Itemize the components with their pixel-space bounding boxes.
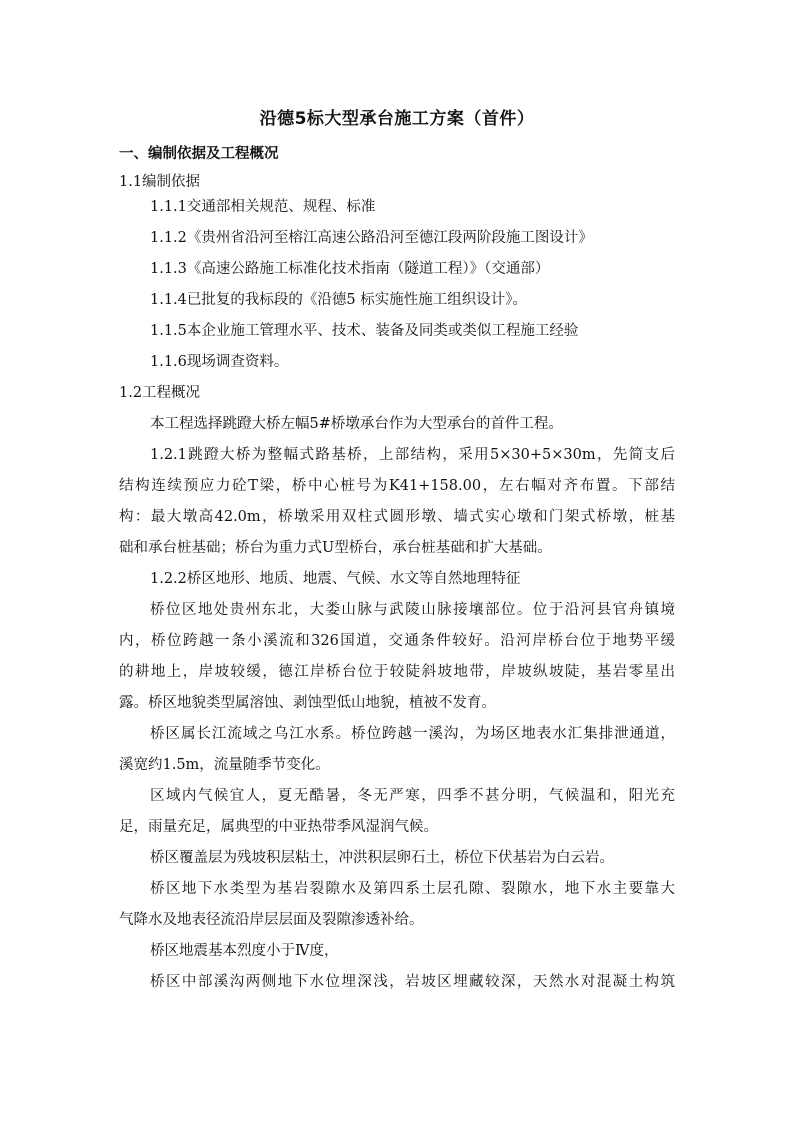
paragraph-line: 桥区地下水类型为基岩裂隙水及第四系土层孔隙、裂隙水，地下水主要靠大 [150, 881, 675, 897]
basis-item: 1.1.6现场调查资料。 [150, 354, 289, 370]
section-heading-1: 一、编制依据及工程概况 [119, 146, 279, 162]
paragraph-line: 结构连续预应力砼T梁，桥中心桩号为K41+158.00，左右幅对齐布置。下部结 [119, 478, 675, 494]
paragraph-line: 桥区中部溪沟两侧地下水位埋深浅，岩坡区埋藏较深，天然水对混凝土构筑 [150, 974, 675, 990]
paragraph-line: 溪宽约1.5m，流量随季节变化。 [119, 757, 330, 773]
paragraph-line: 露。桥区地貌类型属溶蚀、剥蚀型低山地貌，植被不发育。 [119, 695, 496, 711]
paragraph-line: 足，雨量充足，属典型的中亚热带季风湿润气候。 [119, 819, 438, 835]
paragraph-line: 内，桥位跨越一条小溪流和326国道，交通条件较好。沿河岸桥台位于地势平缓 [119, 633, 675, 649]
subsection-heading-1-2: 1.2工程概况 [119, 385, 201, 401]
paragraph-line: 构：最大墩高42.0m，桥墩采用双柱式圆形墩、墙式实心墩和门架式桥墩，桩基 [119, 509, 675, 525]
basis-item: 1.1.2《贵州省沿河至榕江高速公路沿河至德江段两阶段施工图设计》 [150, 230, 593, 246]
paragraph-line: 桥区覆盖层为残坡积层粘土，冲洪积层卵石土，桥位下伏基岩为白云岩。 [150, 850, 614, 866]
paragraph-line: 气降水及地表径流沿岸层层面及裂隙渗透补给。 [119, 912, 424, 928]
paragraph-line: 桥位区地处贵州东北，大娄山脉与武陵山脉接壤部位。位于沿河县官舟镇境 [150, 602, 675, 618]
document-title: 沿德5标大型承台施工方案（首件） [259, 109, 535, 129]
paragraph-line: 础和承台桩基础；桥台为重力式U型桥台，承台桩基础和扩大基础。 [119, 540, 552, 556]
basis-item: 1.1.1交通部相关规范、规程、标准 [150, 199, 376, 215]
paragraph-line: 的耕地上，岸坡较缓，德江岸桥台位于较陡斜坡地带，岸坡纵坡陡，基岩零星出 [119, 664, 675, 680]
basis-item: 1.1.4已批复的我标段的《沿德5 标实施性施工组织设计》。 [150, 292, 527, 308]
paragraph-line: 桥区地震基本烈度小于Ⅳ度， [150, 943, 339, 959]
paragraph-line: 本工程选择跳蹬大桥左幅5#桥墩承台作为大型承台的首件工程。 [150, 416, 563, 432]
paragraph-line: 1.2.1跳蹬大桥为整幅式路基桥，上部结构，采用5×30+5×30m，先简支后 [150, 447, 675, 463]
paragraph-line: 1.2.2桥区地形、地质、地震、气候、水文等自然地理特征 [150, 571, 521, 587]
basis-item: 1.1.5本企业施工管理水平、技术、装备及同类或类似工程施工经验 [150, 323, 579, 339]
basis-item: 1.1.3《高速公路施工标准化技术指南（隧道工程）》（交通部） [150, 261, 550, 277]
paragraph-line: 桥区属长江流域之乌江水系。桥位跨越一溪沟，为场区地表水汇集排泄通道， [150, 726, 675, 742]
paragraph-line: 区域内气候宜人，夏无酷暑，冬无严寒，四季不甚分明，气候温和，阳光充 [150, 788, 675, 804]
subsection-heading-1-1: 1.1编制依据 [119, 174, 201, 190]
